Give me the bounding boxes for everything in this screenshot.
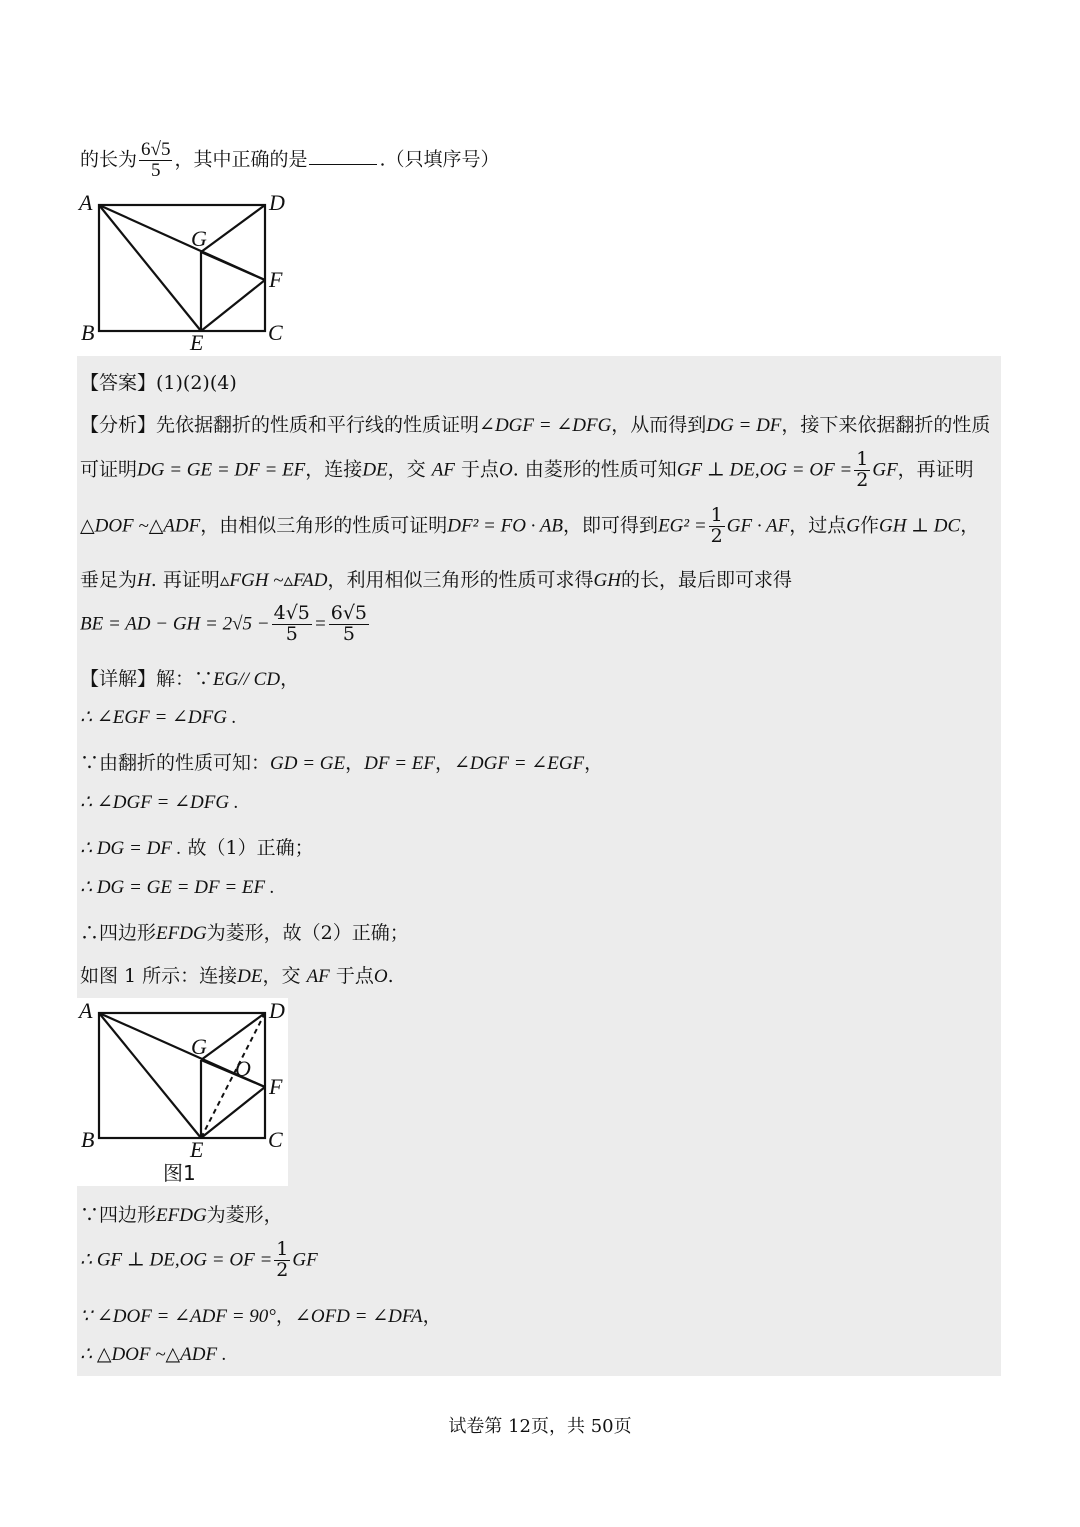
label-C: C [268, 1127, 283, 1152]
label-B: B [81, 320, 95, 345]
text: ，由相似三角形的性质可证明 [200, 514, 448, 537]
formula: EFDG [156, 923, 207, 944]
detail-line-2: ∴ ∠EGF = ∠DFG . [80, 707, 237, 728]
text: 可证明 [80, 458, 138, 481]
formula: AF [431, 459, 455, 481]
text: 垂足为 [80, 569, 138, 591]
analysis-line-2 [80, 450, 974, 491]
text: 为菱形，故（2）正确； [206, 922, 409, 944]
analysis-label: 【分析】 [80, 414, 157, 436]
label-G: G [191, 226, 207, 251]
after-line-4: ∴ △DOF ~△ADF . [80, 1344, 227, 1365]
text: ，交 [262, 965, 301, 987]
formula: GF ⊥ DE,OG = OF = [676, 459, 853, 481]
text: ，接下来依据翻折的性质 [781, 414, 991, 436]
detail-line-3 [80, 748, 603, 775]
after-line-2 [80, 1240, 318, 1281]
formula: GH [593, 570, 621, 591]
formula: ∴ DG = DF . [80, 838, 182, 859]
text: ， [435, 752, 455, 774]
text: 于点 [460, 458, 499, 481]
detail-line-4: ∴ ∠DGF = ∠DFG . [80, 792, 239, 813]
text: 作 [859, 514, 879, 537]
formula: DG = GE = DF = EF [137, 459, 306, 481]
formula: GF · AF [726, 515, 790, 537]
text: ，过点 [789, 514, 847, 537]
analysis-line-1 [80, 410, 990, 437]
label-D: D [269, 190, 285, 215]
formula: ∠DGF = ∠DFG [479, 415, 612, 436]
after-line-1 [80, 1200, 283, 1227]
answer-label: 【答案】 [80, 372, 157, 394]
fraction: $\frac{1}{2}$ [856, 448, 869, 491]
formula: = [313, 613, 327, 635]
text: 解：∵ [156, 668, 214, 690]
formula: GD = GE [270, 753, 346, 774]
detail-line-1 [80, 664, 299, 691]
label-F: F [269, 267, 283, 292]
formula: O [373, 966, 388, 987]
text: ， [345, 752, 365, 774]
label-F: F [269, 1074, 283, 1099]
label-C: C [268, 320, 283, 345]
text: ∴四边形 [80, 922, 157, 944]
text: . 再证明 [150, 569, 220, 591]
formula: EFDG [156, 1205, 207, 1226]
detail-label: 【详解】 [80, 668, 157, 690]
formula: DF² = FO · AB [447, 515, 564, 537]
text: . 由菱形的性质可知 [512, 458, 677, 481]
text: 如图 1 所示：连接 [80, 965, 238, 987]
formula: DE [362, 459, 388, 481]
analysis-line-5 [80, 604, 371, 645]
fraction: $\frac{6√5}{5}$ [330, 602, 368, 645]
formula: EG² = [658, 515, 707, 537]
question-middle: ，其中正确的是 [174, 148, 308, 171]
text: ∵由翻折的性质可知： [80, 752, 271, 774]
detail-line-5 [80, 833, 314, 860]
label-E: E [190, 1137, 204, 1162]
text: ，交 [387, 458, 426, 481]
label-A: A [79, 190, 93, 215]
text: ， [584, 752, 604, 774]
label-B: B [81, 1127, 95, 1152]
fraction: $\frac{1}{2}$ [710, 504, 723, 547]
formula: GF [292, 1249, 318, 1271]
text: ， [275, 1305, 295, 1327]
question-suffix: .（只填序号） [379, 148, 500, 171]
formula: GH ⊥ DC [878, 515, 961, 537]
formula: O [498, 459, 513, 481]
text: ，从而得到 [611, 414, 707, 436]
formula: BE = AD − GH = 2√5 − [80, 613, 270, 635]
text: 故（1）正确； [181, 837, 314, 859]
formula: EG// CD [213, 669, 281, 690]
formula: △DOF ~△ADF [80, 515, 201, 537]
text: ∵四边形 [80, 1204, 157, 1226]
answer-line [80, 368, 237, 395]
formula: DE [237, 966, 263, 987]
text: ，即可得到 [563, 514, 659, 537]
text: ， [422, 1305, 442, 1327]
page-footer: 试卷第 12页，共 50页 [448, 1416, 632, 1437]
text: 的长，最后即可求得 [620, 569, 792, 591]
label-G: G [191, 1034, 207, 1059]
text: ， [280, 668, 300, 690]
label-A: A [79, 998, 93, 1023]
text: . [387, 965, 394, 987]
geometry-figure-2 [77, 998, 288, 1186]
formula: ∴ GF ⊥ DE,OG = OF = [80, 1249, 273, 1271]
detail-line-7 [80, 918, 409, 945]
formula: DF = EF [364, 753, 435, 774]
analysis-line-4 [80, 565, 792, 592]
text: 于点 [335, 965, 374, 987]
text: ，再证明 [897, 458, 974, 481]
text: ， [960, 514, 980, 537]
formula: GF [872, 459, 898, 481]
text: 为菱形， [206, 1204, 283, 1226]
formula: AF [306, 966, 330, 987]
label-O: O [235, 1056, 251, 1081]
analysis-line-3 [80, 506, 979, 547]
detail-line-8 [80, 961, 394, 988]
formula: ▵FGH ~▵FAD [219, 570, 328, 591]
question-prefix: 的长为 [80, 148, 138, 171]
fraction: $\frac{1}{2}$ [276, 1238, 289, 1281]
text: ，利用相似三角形的性质可求得 [327, 569, 594, 591]
formula: ∠DGF = ∠EGF [454, 753, 585, 774]
after-line-3 [80, 1301, 442, 1328]
formula: DG = DF [706, 415, 782, 436]
detail-line-6: ∴ DG = GE = DF = EF . [80, 877, 275, 898]
question-fraction: $\frac{6√5}{5}$ [141, 139, 171, 181]
label-D: D [269, 998, 285, 1023]
geometry-figure-1 [76, 190, 296, 355]
formula: ∵ ∠DOF = ∠ADF = 90° [80, 1306, 276, 1327]
answer-value: (1)(2)(4) [156, 372, 237, 394]
text: 先依据翻折的性质和平行线的性质证明 [156, 414, 480, 436]
formula: H [137, 570, 151, 591]
formula: G [846, 515, 860, 537]
figure-caption: 图1 [163, 1161, 196, 1185]
question-tail [80, 140, 500, 181]
answer-blank [309, 148, 377, 165]
formula: ∠OFD = ∠DFA [294, 1306, 423, 1327]
fraction: $\frac{4√5}{5}$ [273, 602, 310, 645]
text: ，连接 [305, 458, 363, 481]
label-E: E [190, 330, 204, 355]
